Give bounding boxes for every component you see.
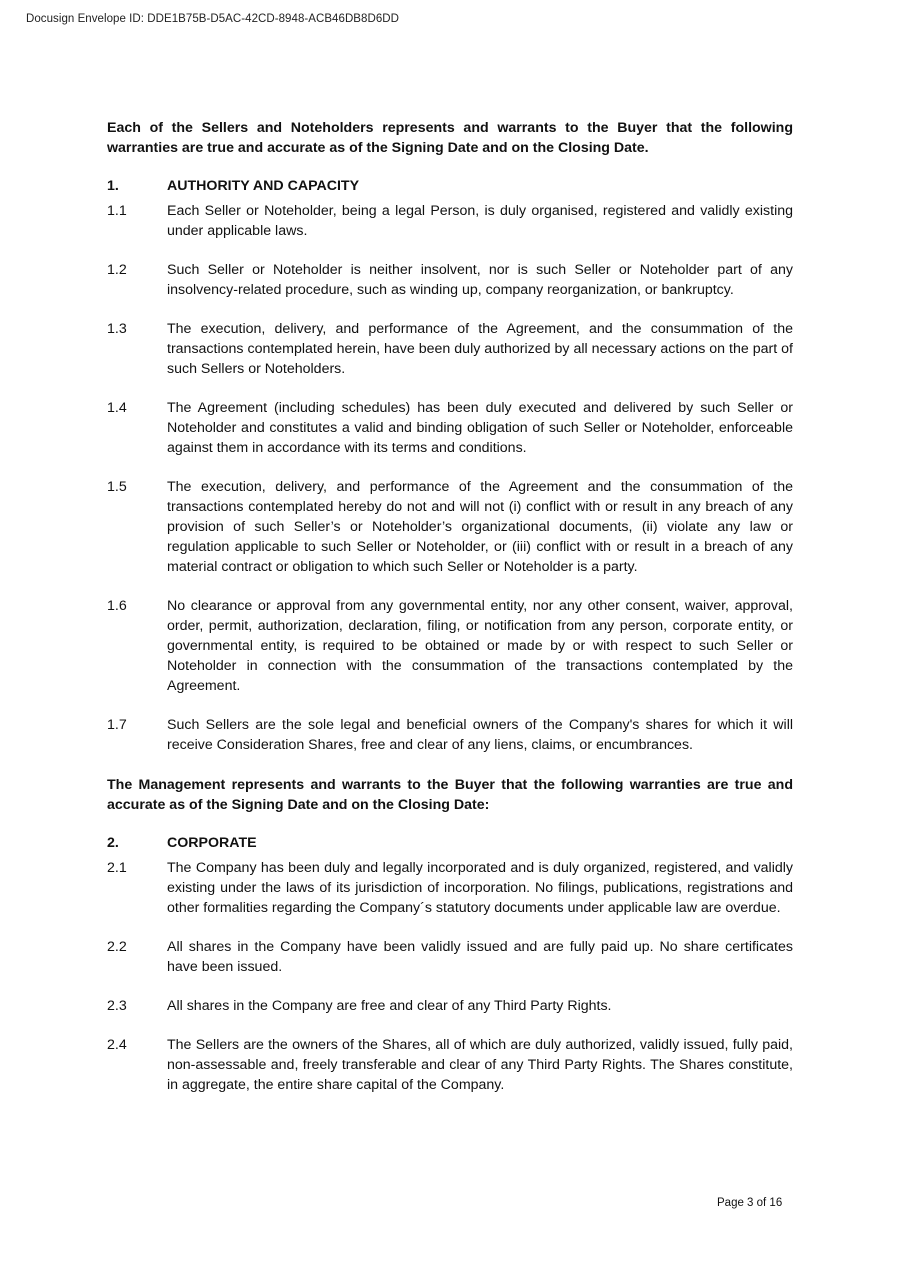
section-1-heading <box>107 176 793 196</box>
clause-1-3 <box>107 319 793 379</box>
clause-text: Such Sellers are the sole legal and beneficial owners of the Company's shares for which it will receive Consideration Shares, free and clear of any liens, claims, or encumbrances. <box>167 717 793 753</box>
clause-number: 2.3 <box>107 998 127 1014</box>
clause-text: The Company has been duly and legally incorporated and is duly organized, registered, and validly existing under the laws of its jurisdiction of incorporation. No filings, publications, registrations and other formalities regarding the Company´s statutory documents under applicable law are overdue. <box>167 860 793 916</box>
clause-text: All shares in the Company are free and clear of any Third Party Rights. <box>167 998 612 1014</box>
clause-2-2 <box>107 937 793 977</box>
page-number: Page 3 of 16 <box>717 1197 783 1209</box>
clause-2-4 <box>107 1035 793 1095</box>
clause-text: Each Seller or Noteholder, being a legal Person, is duly organised, registered and validly existing under applicable laws. <box>167 203 793 239</box>
clause-number: 1.7 <box>107 717 127 733</box>
clause-text: All shares in the Company have been validly issued and are fully paid up. No share certificates have been issued. <box>167 939 793 975</box>
intro-paragraph-management: The Management represents and warrants to the Buyer that the following warranties are true and accurate as of the Signing Date and on the Closing Date: <box>107 777 793 813</box>
clause-text: The execution, delivery, and performance of the Agreement, and the consummation of the transactions contemplated herein, have been duly authorized by all necessary actions on the part of such Sellers or Noteholders. <box>167 321 793 377</box>
clause-number: 1.4 <box>107 400 127 416</box>
section-number: 2. <box>107 835 119 851</box>
clause-1-1 <box>107 201 793 241</box>
clause-2-1 <box>107 858 793 918</box>
clause-1-4 <box>107 398 793 458</box>
section-number: 1. <box>107 178 119 194</box>
document-body <box>107 118 793 1095</box>
clause-text: Such Seller or Noteholder is neither insolvent, nor is such Seller or Noteholder part of any insolvency-related procedure, such as winding up, company reorganization, or bankruptcy. <box>167 262 793 298</box>
clause-1-6 <box>107 596 793 696</box>
clause-number: 1.3 <box>107 321 127 337</box>
clause-text: The execution, delivery, and performance of the Agreement and the consummation of the transactions contemplated hereby do not and will not (i) conflict with or result in any breach of any provision of such Seller’s or Noteholder’s organizational documents, (ii) violate any law or regulation applicable to such Seller or Noteholder, or (iii) conflict with or result in a breach of any material contract or obligation to which such Seller or Noteholder is a party. <box>167 479 793 575</box>
clause-number: 1.6 <box>107 598 127 614</box>
clause-1-7 <box>107 715 793 755</box>
clause-number: 2.4 <box>107 1037 127 1053</box>
clause-1-5 <box>107 477 793 577</box>
clause-number: 1.2 <box>107 262 127 278</box>
section-title: AUTHORITY AND CAPACITY <box>167 178 360 194</box>
clause-number: 1.5 <box>107 479 127 495</box>
clause-1-2 <box>107 260 793 300</box>
clause-text: No clearance or approval from any governmental entity, nor any other consent, waiver, approval, order, permit, authorization, declaration, filing, or notification from any person, corporate entity, or governmental entity, is required to be obtained or made by or with respect to such Seller or Noteholder in connection with the consummation of the transactions contemplated by the Agreement. <box>167 598 793 694</box>
clause-text: The Sellers are the owners of the Shares, all of which are duly authorized, validly issued, fully paid, non-assessable and, freely transferable and clear of any Third Party Rights. The Shares constitute, in aggregate, the entire share capital of the Company. <box>167 1037 793 1093</box>
clause-number: 2.1 <box>107 860 127 876</box>
clause-number: 1.1 <box>107 203 127 219</box>
clause-2-3 <box>107 996 793 1016</box>
section-title: CORPORATE <box>167 835 257 851</box>
intro-paragraph-sellers: Each of the Sellers and Noteholders represents and warrants to the Buyer that the following warranties are true and accurate as of the Signing Date and on the Closing Date. <box>107 120 793 156</box>
section-2-heading <box>107 833 793 853</box>
envelope-id: Docusign Envelope ID: DDE1B75B-D5AC-42CD-8948-ACB46DB8D6DD <box>26 13 399 25</box>
clause-number: 2.2 <box>107 939 127 955</box>
clause-text: The Agreement (including schedules) has been duly executed and delivered by such Seller or Noteholder and constitutes a valid and binding obligation of such Seller or Noteholder, enforceable against them in accordance with its terms and conditions. <box>167 400 793 456</box>
